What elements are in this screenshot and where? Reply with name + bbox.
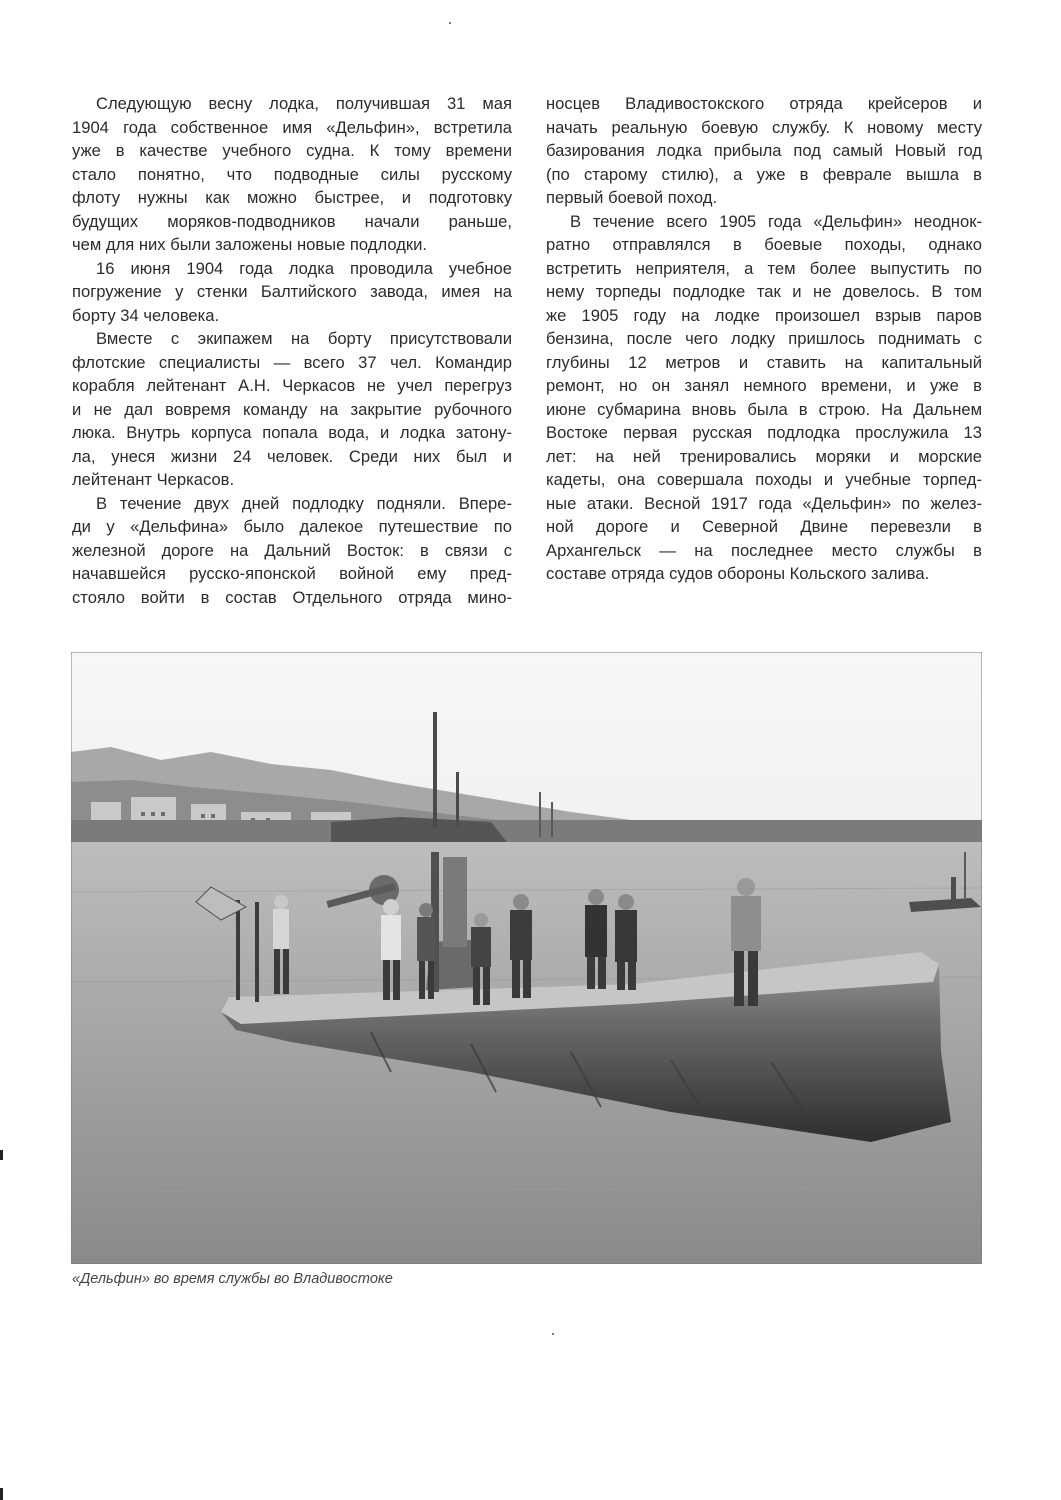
text-line: В течение всего 1905 года «Дельфин» неоднок- [570,211,982,231]
text-line: Вместе с экипажем на борту присутствовали [96,329,512,348]
text-line: Востоке первая русская подлодка прослужила 13 [546,423,982,442]
text-line: флоту нужны как можно быстрее, и подготовку [72,188,512,207]
text-line: Следующую весну лодка, получившая 31 мая [96,94,512,113]
text-line: первый боевой поход. [546,188,718,207]
text-line: лейтенант Черкасов. [72,470,235,489]
right-text-column [546,92,982,586]
scan-edge-mark [0,1488,3,1500]
text-line: стало понятно, что подводные силы русскому [72,164,512,184]
text-line: июне субмарина вновь была в строю. На Дальнем [546,399,982,419]
submarine-photo [71,652,982,1264]
text-line: люка. Внутрь корпуса попала вода, и лодка затону- [72,423,512,442]
photo-caption: «Дельфин» во время службы во Владивостоке [72,1271,393,1287]
text-line: ные атаки. Весной 1917 года «Дельфин» по желез- [546,493,982,513]
text-line: глубины 12 метров и ставить на капитальный [546,352,982,372]
text-line: базирования лодка прибыла под самый Новый год [546,141,982,160]
text-line: ной дороге и Северной Двине перевезли в [546,517,982,536]
text-line: стояло войти в состав Отдельного отряда мино- [72,587,512,607]
text-line: (по старому стилю), а уже в феврале вышла в [546,164,982,184]
text-line: составе отряда судов обороны Кольского залива. [546,564,930,583]
text-line: 16 июня 1904 года лодка проводила учебное [96,258,512,278]
text-line: кадеты, она совершала походы и учебные торпед- [546,470,982,489]
left-text-column [72,92,512,609]
text-line: нему торпеды подлодке так и не довелось. В том [546,282,982,301]
text-line: встретить неприятеля, а тем более выпустить по [546,258,982,278]
text-line: ла, унеся жизни 24 человек. Среди них был и [72,446,512,466]
text-line: ратно отправлялся в боевые походы, однако [546,235,982,254]
scan-speck [552,1333,554,1335]
text-line: Архангельск — на последнее место службы в [546,540,982,560]
text-line: 1904 года собственное имя «Дельфин», встретила [72,117,512,137]
text-line: бензина, после чего лодку пришлось поднимать с [546,329,982,348]
scan-edge-mark [0,1150,3,1160]
text-line: чем для них были заложены новые подлодки. [72,235,428,254]
text-line: ремонт, но он занял немного времени, и уже в [546,376,982,395]
text-line: погружение у стенки Балтийского завода, имея на [72,282,512,301]
text-line: и не дал вовремя команду на закрытие рубочного [72,399,512,419]
text-line: же 1905 году на лодке произошел взрыв паров [546,305,982,325]
text-line: уже в качестве учебного судна. К тому времени [72,141,512,160]
text-line: начать реальную боевую службу. К новому месту [546,117,982,137]
text-line: флотские специалисты — всего 37 чел. Командир [72,352,512,372]
text-line: лет: на ней тренировались моряки и морские [546,446,982,466]
text-line: ди у «Дельфина» было далекое путешествие по [72,517,512,536]
scan-speck [449,22,451,24]
text-line: будущих моряков-подводников начали раньше, [72,211,512,231]
text-line: железной дороге на Дальний Восток: в связи с [72,540,512,560]
text-line: начавшейся русско-японской войной ему пред- [72,564,512,583]
text-line: В течение двух дней подлодку подняли. Впере- [96,493,512,513]
text-line: носцев Владивостокского отряда крейсеров и [546,94,982,113]
text-line: борту 34 человека. [72,305,220,325]
text-line: корабля лейтенант А.Н. Черкасов не учел перегруз [72,376,512,395]
